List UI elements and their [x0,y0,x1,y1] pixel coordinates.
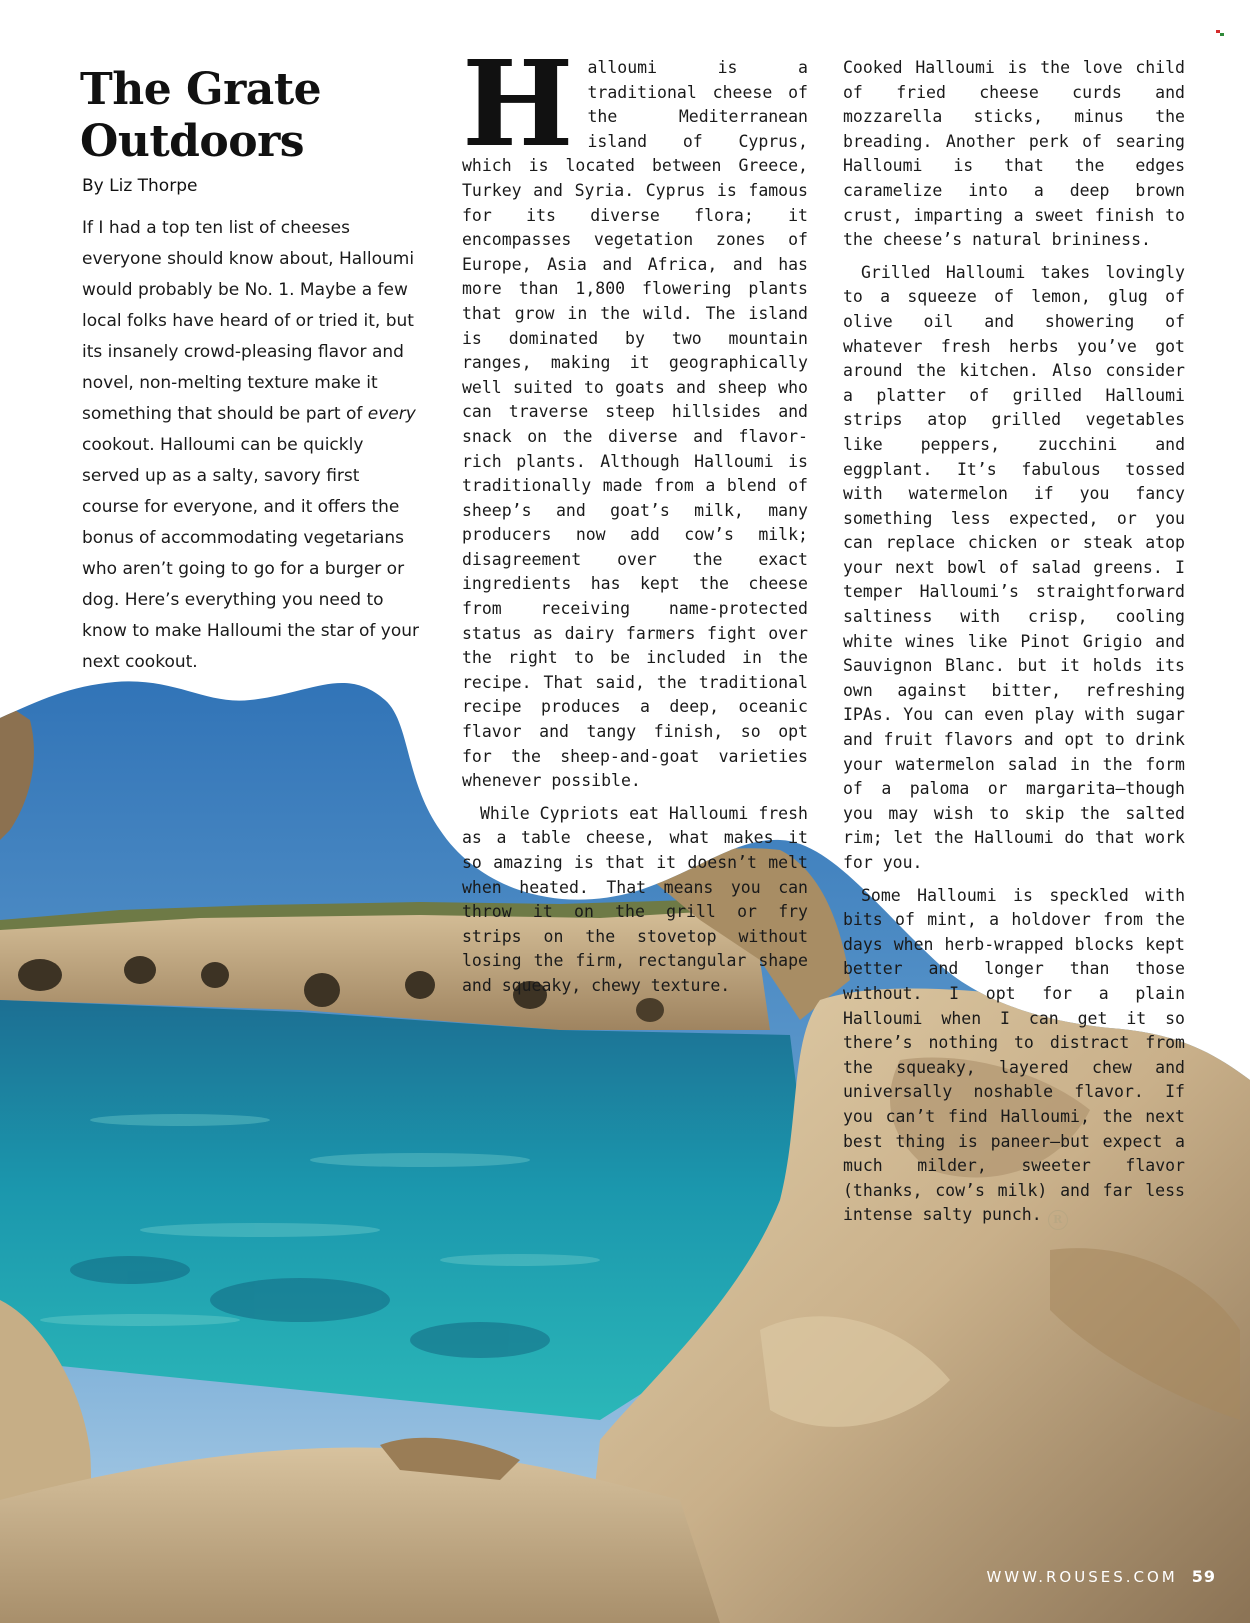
footer-website: WWW.ROUSES.COM [986,1568,1178,1586]
page-number: 59 [1191,1567,1216,1586]
article-column-right [843,56,1185,1238]
article-column-middle [462,34,808,1007]
article-paragraph [462,34,808,794]
intro-text-part-2: cookout. Halloumi can be quickly served up as a salty, savory first course for everyone, and it offers the bonus of accommodating vegetarians who aren’t going to go for a burger or dog. Here’s everything you need to know to make Halloumi the star of your next cookout. [82,435,420,672]
article-intro [82,213,420,678]
intro-emphasis: every [367,404,416,424]
article-byline: By Liz Thorpe [82,176,198,196]
page-footer [986,1567,1216,1586]
paragraph-text: Some Halloumi is speckled with bits of mint, a holdover from the days when herb-wrapped blocks kept better and longer than those without. I opt for a plain Halloumi when I can get it so there’s nothing to distract from the squeaky, layered chew and universally noshable flavor. If you can’t find Halloumi, the next best thing is paneer—but expect a much milder, sweeter flavor (thanks, cow’s milk) and far less intense salty punch. [843,885,1185,1225]
drop-cap: H [462,34,574,173]
intro-text-part-1: If I had a top ten list of cheeses everyone should know about, Halloumi would probably be No. 1. Maybe a few local folks have heard of or tried it, but its insanely crowd-pleasing flavor and novel, non-melting texture make it something that should be part of [82,218,415,424]
article-paragraph [843,884,1185,1231]
article-paragraph: Cooked Halloumi is the love child of fried cheese curds and mozzarella sticks, minus the breading. Another perk of searing Halloumi is that the edges caramelize into a deep brown crust, imparting a sweet finish to the cheese’s natural brininess. [843,58,1185,250]
corner-logo-icon [1216,30,1224,36]
article-headline: The Grate Outdoors [80,64,322,167]
paragraph-text: alloumi is a traditional cheese of the Mediterranean island of Cyprus, which is located between Greece, Turkey and Syria. Cyprus is famous for its diverse flora; it encompasses vegetation zones of Europe, Asia and Africa, and has more than 1,800 flowering plants that grow in the wild. The island is dominated by two mountain ranges, making it geographically well suited to goats and sheep who can traverse steep hillsides and snack on the diverse and flavor-rich plants. Although Halloumi is traditionally made from a blend of sheep’s and goat’s milk, many producers now add cow’s milk; disagreement over the exact ingredients has kept the cheese from receiving name-protected status as dairy farmers fight over the right to be included in the recipe. That said, the traditional recipe produces a deep, oceanic flavor and tangy finish, so opt for the sheep-and-goat varieties whenever possible. [462,58,808,791]
end-mark-icon: R [1048,1210,1068,1230]
article-paragraph: While Cypriots eat Halloumi fresh as a table cheese, what makes it so amazing is that it doesn’t melt when heated. That means you can throw it on the grill or fry strips on the stovetop without losing the firm, rectangular shape and squeaky, chewy texture. [462,803,808,995]
article-paragraph: Grilled Halloumi takes lovingly to a squeeze of lemon, glug of olive oil and showering of whatever fresh herbs you’ve got around the kitchen. Also consider a platter of grilled Halloumi strips atop grilled vegetables like peppers, zucchini and eggplant. It’s fabulous tossed with watermelon if you fancy something less expected, or you can replace chicken or steak atop your next bowl of salad greens. I temper Halloumi’s straightforward saltiness with crisp, cooling white wines like Pinot Grigio and Sauvignon Blanc. but it holds its own against bitter, refreshing IPAs. You can even play with sugar and fruit flavors and opt to drink your watermelon salad in the form of a paloma or margarita—though you may wish to skip the salted rim; let the Halloumi do that work for you. [843,262,1185,872]
